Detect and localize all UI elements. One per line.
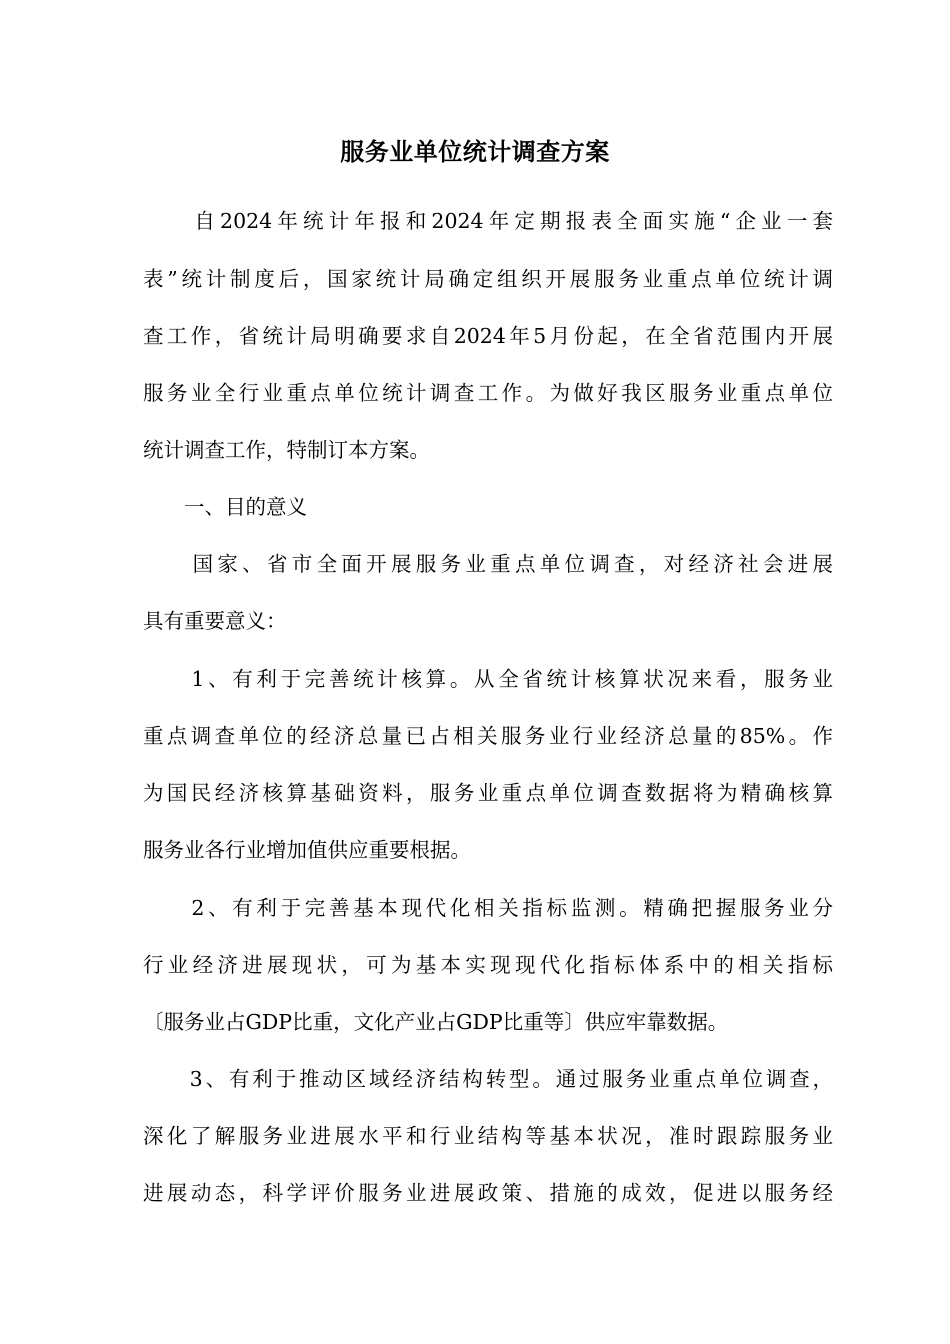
- paragraph-line: 3、有利于推动区域经济结构转型。通过服务业重点单位调查，: [143, 1067, 833, 1091]
- paragraph-line: 自2024年统计年报和2024年定期报表全面实施“企业一套: [143, 209, 833, 233]
- paragraph-line: 深化了解服务业进展水平和行业结构等基本状况，准时跟踪服务业: [143, 1124, 833, 1148]
- paragraph-line: 具有重要意义：: [143, 609, 287, 633]
- paragraph-line: 统计调查工作，特制订本方案。: [143, 438, 430, 462]
- document-title: 服务业单位统计调查方案: [340, 137, 610, 166]
- paragraph-line: 1、有利于完善统计核算。从全省统计核算状况来看，服务业: [143, 667, 833, 691]
- paragraph-line: 服务业全行业重点单位统计调查工作。为做好我区服务业重点单位: [143, 381, 833, 405]
- paragraph-line: 为国民经济核算基础资料，服务业重点单位调查数据将为精确核算: [143, 781, 833, 805]
- paragraph-line: 服务业各行业增加值供应重要根据。: [143, 838, 471, 862]
- paragraph-line: 查工作，省统计局明确要求自2024年5月份起，在全省范围内开展: [143, 324, 833, 348]
- paragraph-line: 国家、省市全面开展服务业重点单位调查，对经济社会进展: [143, 552, 833, 576]
- paragraph-line: 2、有利于完善基本现代化相关指标监测。精确把握服务业分: [143, 896, 833, 920]
- paragraph-line: 〔服务业占GDP比重，文化产业占GDP比重等〕供应牢靠数据。: [143, 1010, 729, 1034]
- paragraph-line: 表”统计制度后，国家统计局确定组织开展服务业重点单位统计调: [143, 267, 833, 291]
- paragraph-line: 重点调查单位的经济总量已占相关服务业行业经济总量的85%。作: [143, 724, 833, 748]
- paragraph-line: 行业经济进展现状，可为基本实现现代化指标体系中的相关指标: [143, 953, 833, 977]
- paragraph-line: 进展动态，科学评价服务业进展政策、措施的成效，促进以服务经: [143, 1181, 833, 1205]
- section-heading: 一、目的意义: [143, 495, 307, 519]
